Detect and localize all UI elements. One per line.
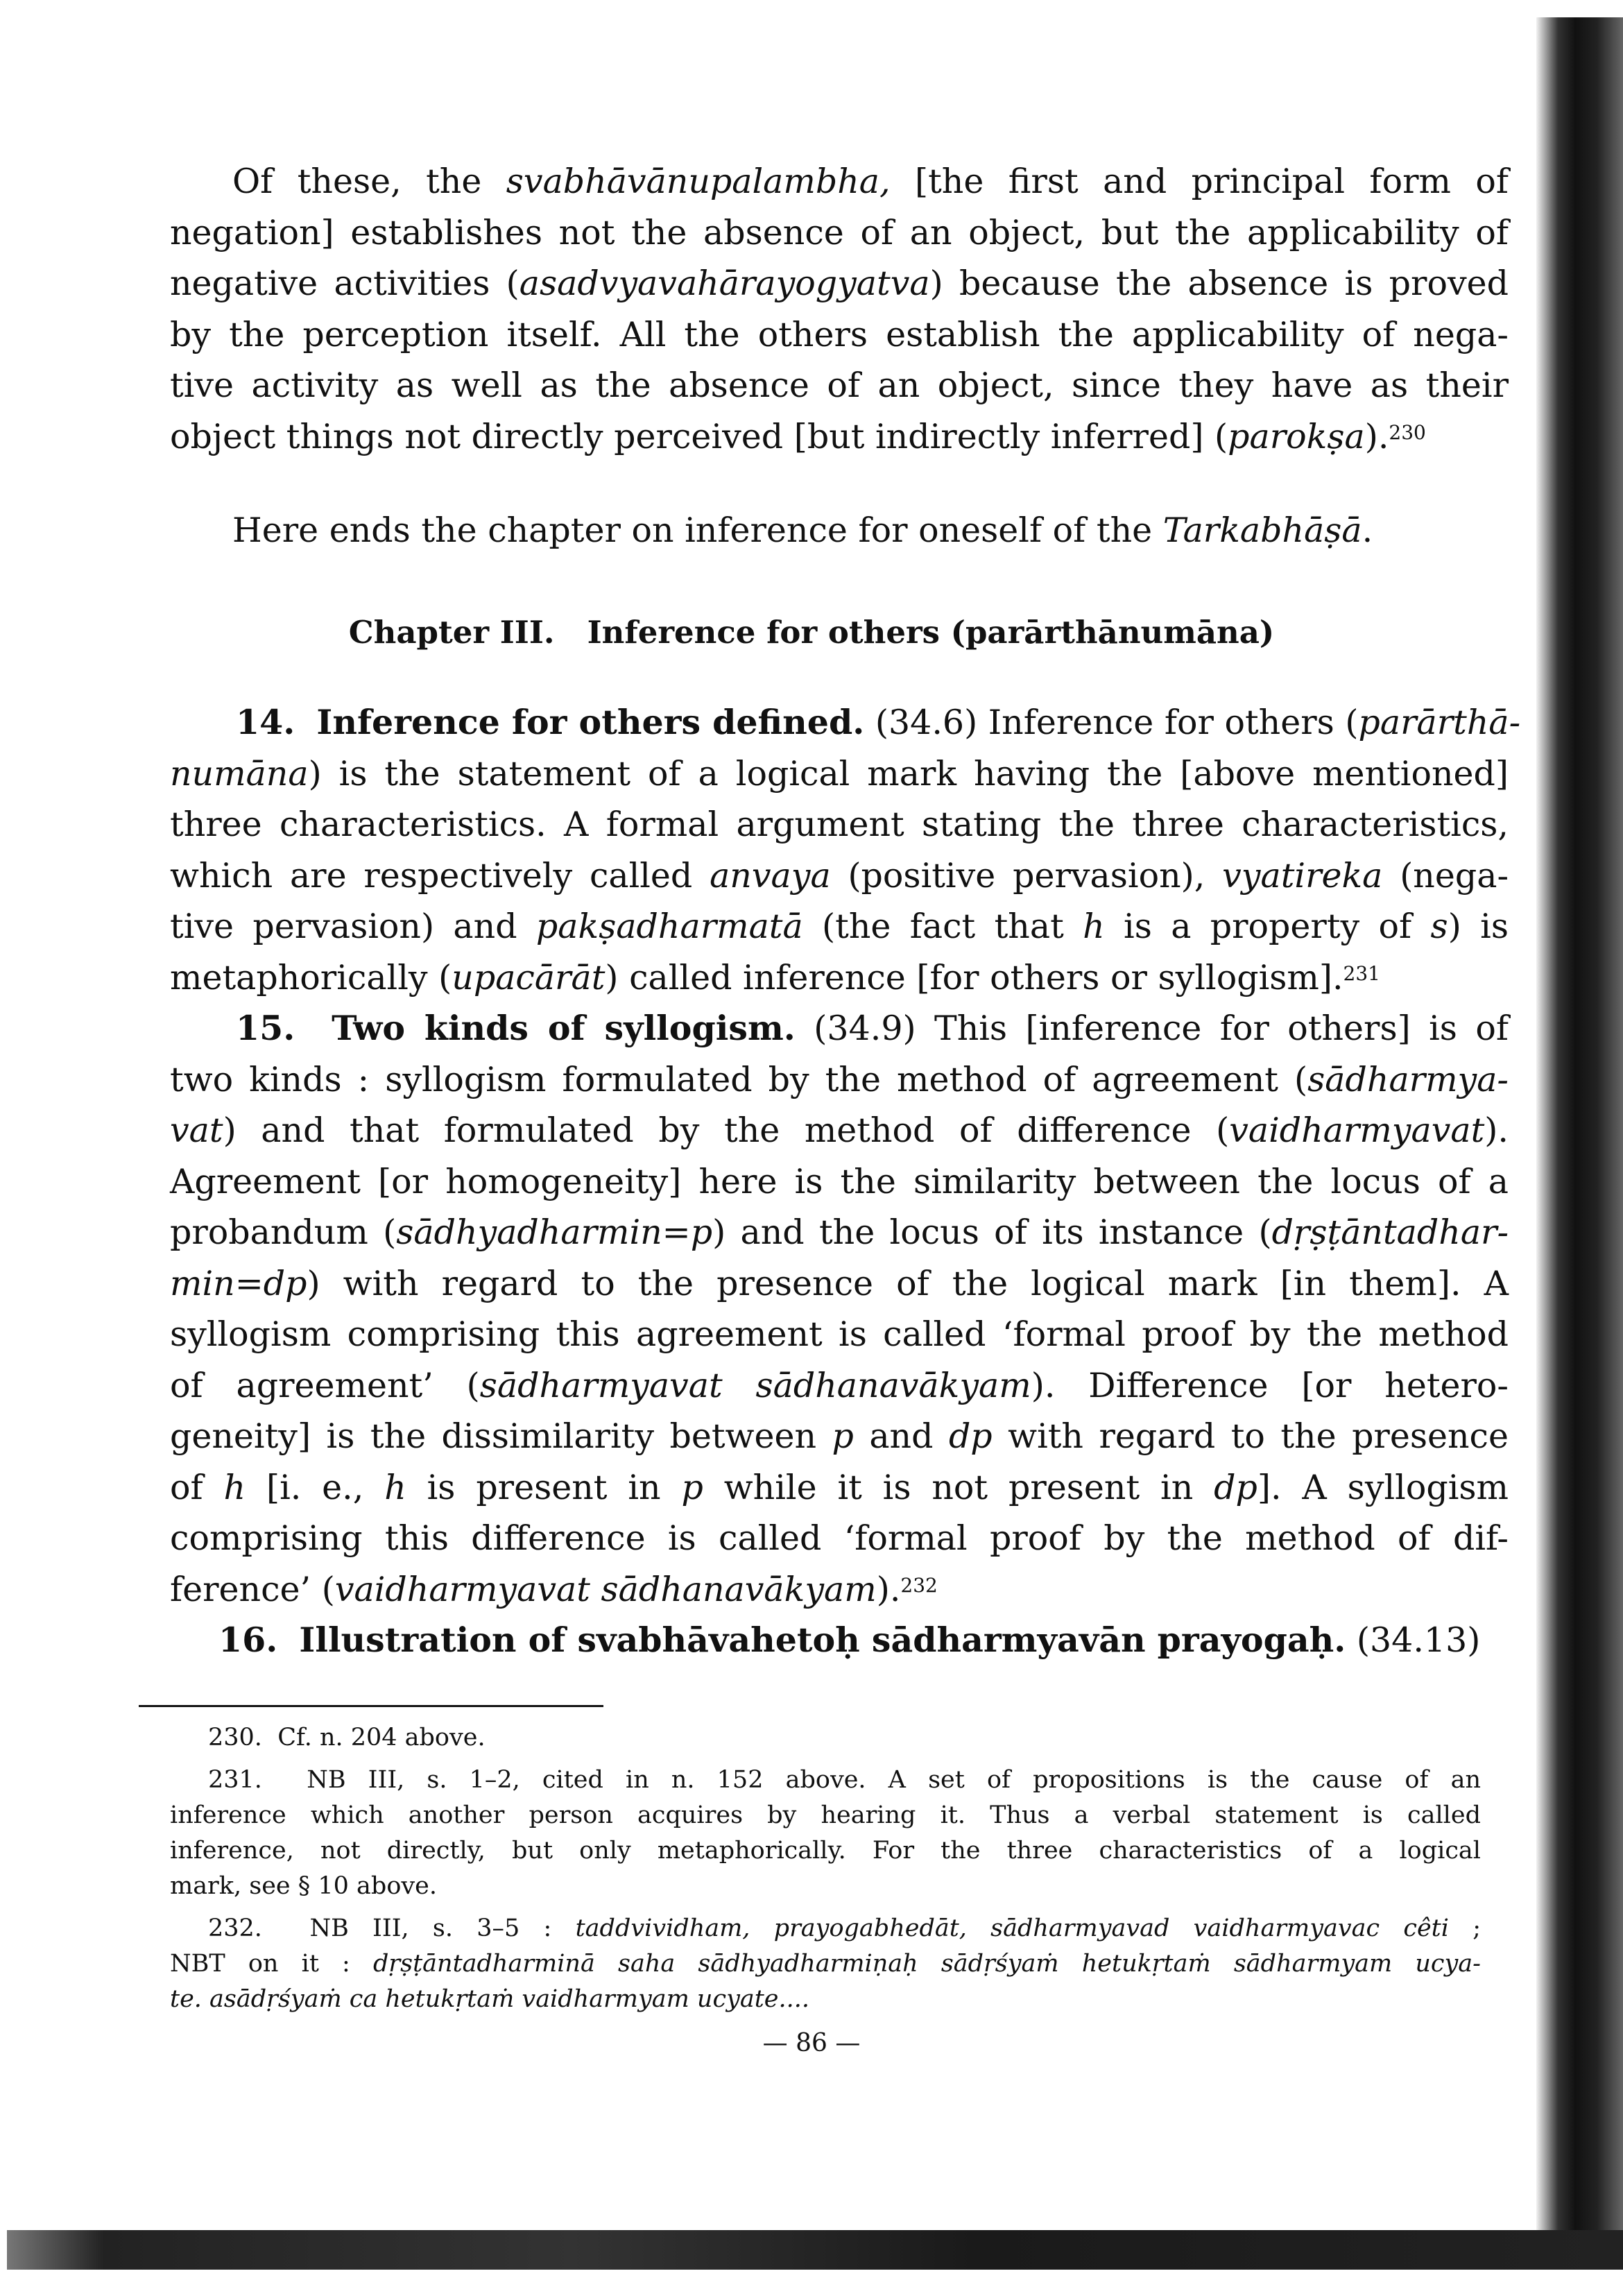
section-title: Inference for others defined.	[316, 702, 865, 742]
text-run: ).	[1484, 1111, 1509, 1150]
text-line	[170, 411, 1509, 463]
text-line: by the perception itself. All the others establish the applicability of nega-	[170, 314, 1509, 354]
text-line	[170, 1003, 1509, 1054]
text-run: ference’ (	[170, 1569, 335, 1609]
text-run: .	[1362, 511, 1373, 550]
footnote-line: mark, see § 10 above.	[170, 1872, 437, 1900]
text-run: ) is the statement of a logical mark having the [above mentioned]	[308, 753, 1509, 794]
text-run: which are respectively called	[170, 855, 710, 896]
text-line	[170, 748, 1509, 800]
variable: p	[681, 1467, 703, 1507]
paragraph-negation	[170, 156, 1509, 462]
text-run: (the fact that	[802, 907, 1083, 946]
chapter-heading	[0, 614, 1623, 651]
sanskrit-term: asadvyavahārayogyatva	[519, 264, 930, 303]
sanskrit-term: vaidharmyavat	[1229, 1111, 1485, 1150]
sanskrit-term: svabhāvānupalambha,	[506, 162, 891, 201]
text-run: geneity] is the dissimilarity between	[170, 1416, 832, 1456]
text-run: (34.9) This [inference for others] is of	[795, 1009, 1509, 1048]
sanskrit-quote: te. asādṛśyaṁ ca hetukṛtaṁ vaidharmyam ucyate....	[170, 1985, 809, 2013]
text-run: tive pervasion) and	[170, 907, 536, 946]
sanskrit-term: parārthā-	[1358, 703, 1521, 742]
footnote-232	[170, 1911, 1481, 1946]
footnote-number: 231.	[208, 1766, 262, 1794]
variable: h	[1083, 907, 1105, 946]
text-line: three characteristics. A formal argument stating the three characteristics,	[170, 805, 1509, 844]
text-run: ) and the locus of its instance (	[712, 1213, 1272, 1252]
sanskrit-term: pakṣadharmatā	[535, 907, 803, 946]
footnote-text: NB III, s. 1–2, cited in n. 152 above. A set of propositions is the cause of an	[307, 1766, 1481, 1794]
text-line	[170, 156, 1509, 207]
footnote-231	[170, 1763, 1481, 1798]
text-line	[170, 850, 1509, 902]
sanskrit-term: vaidharmyavat sādhanavākyam	[334, 1569, 877, 1609]
text-line: Agreement [or homogeneity] here is the similarity between the locus of a	[170, 1161, 1509, 1201]
footnote-230	[170, 1720, 1481, 1756]
sanskrit-term: vat	[170, 1111, 223, 1150]
text-run: [i. e.,	[246, 1467, 385, 1507]
text-line	[170, 1564, 1509, 1616]
text-line: comprising this difference is called ‘formal proof by the method of dif-	[170, 1518, 1509, 1558]
footnote-line	[170, 1982, 1481, 2017]
text-run: with regard to the presence	[992, 1416, 1509, 1456]
sanskrit-term: dṛṣṭāntadhar-	[1271, 1213, 1509, 1252]
text-run: ).	[876, 1569, 901, 1609]
text-run: ). Difference [or hetero-	[1031, 1365, 1509, 1405]
footnote-text: Cf. n. 204 above.	[277, 1724, 486, 1751]
text-run: (positive pervasion),	[830, 855, 1223, 896]
text-line	[170, 258, 1509, 309]
text-line	[170, 1105, 1509, 1156]
sanskrit-quote: dṛṣṭāntadharminā saha sādhyadharmiṇaḥ sādṛśyaṁ hetukṛtaṁ sādharmyam ucya-	[373, 1950, 1481, 1978]
variable: h	[384, 1467, 406, 1507]
text-run: ) with regard to the presence of the logical mark [in them]. A	[307, 1263, 1509, 1303]
chapter-number: Chapter III.	[348, 614, 555, 651]
footnote-line: inference which another person acquires by hearing it. Thus a verbal statement is called	[170, 1801, 1481, 1829]
section-number: 15.	[236, 1008, 295, 1048]
text-run: ) because the absence is proved	[929, 264, 1509, 303]
variable: dp	[948, 1416, 993, 1456]
text-run: negative activities (	[170, 264, 519, 303]
text-run: of agreement’ (	[170, 1365, 480, 1405]
text-line	[170, 1615, 1509, 1666]
text-run: is a property of	[1104, 907, 1431, 946]
text-line	[170, 505, 1509, 556]
text-run: ) and that formulated by the method of difference (	[223, 1111, 1230, 1150]
chapter-end-line	[170, 505, 1509, 556]
sanskrit-term: sādhyadharmin=p	[396, 1213, 713, 1252]
footnote-number: 230.	[208, 1724, 262, 1751]
sanskrit-term: anvaya	[710, 855, 831, 896]
variable: h	[223, 1467, 246, 1507]
text-line: negation] establishes not the absence of an object, but the applicability of	[170, 212, 1509, 252]
text-run: Here ends the chapter on inference for oneself of the	[232, 511, 1163, 550]
text-run: of	[170, 1467, 224, 1507]
scan-edge-bottom	[7, 2230, 1623, 2270]
footnote-number: 232.	[208, 1914, 262, 1942]
text-run: object things not directly perceived [but indirectly inferred] (	[170, 416, 1228, 456]
section-number: 14.	[236, 702, 295, 742]
footnotes	[170, 1720, 1481, 2017]
sections-body	[170, 697, 1521, 1666]
text-run: and	[853, 1416, 949, 1456]
footnote-ref-230[interactable]: 230	[1389, 420, 1426, 444]
text-line	[170, 1207, 1509, 1258]
footnote-text: ;	[1448, 1914, 1482, 1942]
footnote-divider	[139, 1705, 603, 1707]
text-run: probandum (	[170, 1213, 397, 1252]
footnote-line: inference, not directly, but only metaphorically. For the three characteristics of a logical	[170, 1837, 1481, 1865]
text-run: is present in	[406, 1467, 682, 1507]
sanskrit-term: sādharmyavat sādhanavākyam	[479, 1365, 1031, 1405]
text-run: ]. A syllogism	[1257, 1467, 1509, 1507]
text-run: (nega-	[1382, 855, 1509, 896]
text-run: [the first and principal form of	[890, 162, 1509, 201]
sanskrit-term: numāna	[170, 753, 309, 794]
page-number: — 86 —	[762, 2029, 861, 2057]
sanskrit-term: min=dp	[170, 1263, 307, 1303]
sanskrit-term: vyatireka	[1222, 855, 1383, 896]
sanskrit-quote: taddvividham, prayogabhedāt, sādharmyavad vaidharmyavac cêti	[575, 1914, 1449, 1942]
text-line	[170, 697, 1521, 748]
text-run: (34.13)	[1346, 1620, 1481, 1660]
text-line	[170, 1054, 1509, 1106]
text-run: ) called inference [for others or syllogism].	[605, 957, 1343, 997]
text-line	[170, 1360, 1509, 1412]
sanskrit-term: parokṣa	[1228, 416, 1365, 456]
text-run: ).	[1364, 416, 1389, 456]
text-run: ) is	[1448, 907, 1509, 946]
text-run: (34.6) Inference for others (	[864, 703, 1359, 742]
footnote-ref-232[interactable]: 232	[900, 1573, 938, 1597]
variable: p	[832, 1416, 854, 1456]
text-line	[170, 901, 1509, 952]
text-line	[170, 1258, 1509, 1310]
text-run: Of these, the	[232, 162, 506, 201]
variable: s	[1430, 907, 1448, 946]
text-run: while it is not present in	[703, 1467, 1214, 1507]
section-title: Two kinds of syllogism.	[332, 1008, 796, 1048]
footnote-text: NBT on it :	[170, 1950, 373, 1978]
section-number: 16.	[218, 1620, 278, 1660]
book-title: Tarkabhāṣā	[1162, 511, 1362, 550]
text-line	[170, 1411, 1509, 1462]
variable: dp	[1214, 1467, 1257, 1507]
text-line	[170, 952, 1509, 1004]
text-run: metaphorically (	[170, 957, 452, 997]
text-line	[170, 1462, 1509, 1514]
scan-edge-right	[1536, 17, 1623, 2265]
section-title: Illustration of svabhāvahetoḥ sādharmyavān prayogaḥ.	[299, 1620, 1346, 1660]
text-run: two kinds : syllogism formulated by the method of agreement (	[170, 1059, 1308, 1099]
footnote-ref-231[interactable]: 231	[1343, 961, 1380, 985]
sanskrit-term: upacārāt	[452, 957, 606, 997]
footnote-line	[170, 1946, 1481, 1982]
text-line: tive activity as well as the absence of an object, since they have as their	[170, 366, 1509, 405]
sanskrit-term: sādharmya-	[1307, 1059, 1509, 1099]
footnote-text: NB III, s. 3–5 :	[309, 1914, 576, 1942]
chapter-title: Inference for others (parārthānumāna)	[587, 614, 1275, 651]
text-line: syllogism comprising this agreement is called ‘formal proof by the method	[170, 1314, 1509, 1354]
